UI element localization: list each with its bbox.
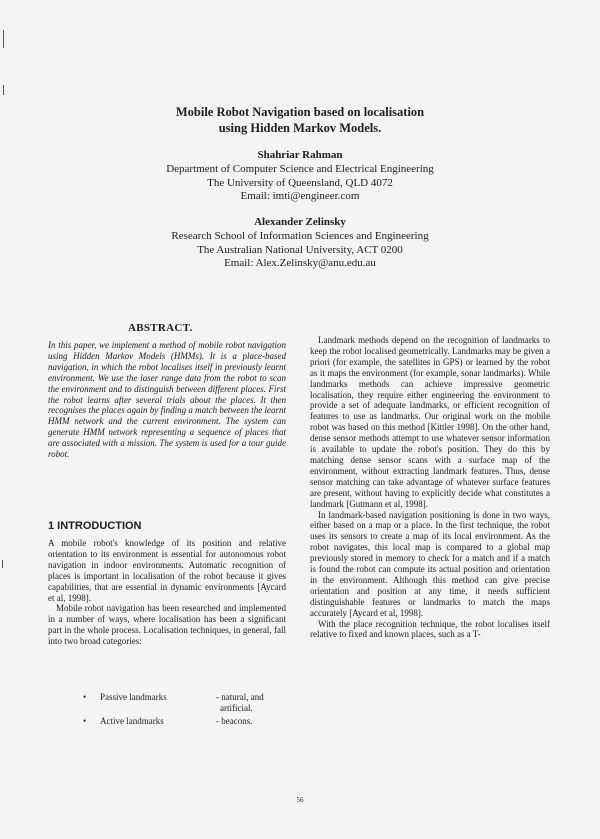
scan-mark — [3, 30, 4, 48]
abstract-heading: ABSTRACT. — [128, 322, 193, 334]
author2-univ: The Australian National University, ACT 0200 — [197, 244, 403, 256]
author2-email: Email: Alex.Zelinsky@anu.edu.au — [224, 257, 376, 269]
bullet-icon: • — [83, 692, 87, 702]
right-paragraph-1: Landmark methods depend on the recognition of landmarks to keep the robot localised geometrically. Landmarks may be given a priori (for example, the satellites in GPS) or learned by the robot as it maps the environment (for example, sonar landmarks). While landmarks methods can achieve impressive geometric localisation, they require either engineering the environment to provide a set of adequate landmarks, or efficient recognition of features to use as landmarks. Our original work on the mobile robot was based on this method [Kittler 1998]. On the other hand, dense sensor methods attempt to use whatever sensor information is available to update the robot's position. They do this by matching dense sensor scans with a surface map of the environment, without extracting landmark features. Thus, dense sensor matching can take advantage of whatever surface features are present, without having to explicitly decide what constitutes a landmark [Gutmann et al, 1998]. — [310, 335, 550, 509]
list-item-desc-cont: artificial. — [220, 703, 253, 713]
list-item-label: Passive landmarks — [100, 692, 167, 702]
list-item-label: Active landmarks — [100, 716, 164, 726]
intro-paragraph-1: A mobile robot's knowledge of its position and relative orientation to its environment is essential for autonomous robot navigation in indoor environments. Automatic recognition of places is important in localisation of the robot because it gives capabilities, that are essential in dynamic environments [Aycard et al, 1998]. — [48, 538, 286, 603]
list-item-desc: - natural, and — [216, 692, 264, 702]
author2-dept: Research School of Information Sciences and Engineering — [171, 230, 429, 242]
author1-dept: Department of Computer Science and Electrical Engineering — [166, 163, 434, 175]
introduction-body — [48, 538, 286, 647]
author1-univ: The University of Queensland, QLD 4072 — [207, 177, 393, 189]
paper-title-line-1: Mobile Robot Navigation based on localisation — [175, 105, 425, 119]
right-paragraph-3: With the place recognition technique, the robot localises itself relative to fixed and known places, such as a T- — [310, 618, 550, 640]
author1-email: Email: imti@engineer.com — [240, 190, 360, 202]
author1-name: Shahriar Rahman — [257, 149, 343, 161]
right-column-body — [310, 335, 550, 640]
section-heading-introduction: 1 INTRODUCTION — [48, 520, 142, 532]
list-item-desc: - beacons. — [216, 716, 253, 726]
scan-mark — [2, 560, 3, 568]
right-paragraph-2: In landmark-based navigation positioning is done in two ways, either based on a map or a place. In the first technique, the robot uses its sensors to create a map of its local environment. As the robot navigates, this local map is compared to a global map previously stored in memory to check for a match and if a match is found the robot can compute its actual position and orientation in the environment. Although this method can give precise orientation and position at any time, it needs sufficient distinguishable features or landmarks to match the maps accurately [Aycard et al, 1998]. — [310, 509, 550, 618]
paper-title-line-2: using Hidden Markov Models. — [218, 121, 382, 135]
scan-mark — [3, 85, 4, 95]
author2-name: Alexander Zelinsky — [254, 216, 346, 228]
abstract-text: In this paper, we implement a method of mobile robot navigation using Hidden Markov Models (HMMs). It is a place-based navigation, in which the robot localises itself in previously learnt environment. We use the laser range data from the robot to scan the environment and to distinguish between different places. First the robot learns after several trials about the places. It then recognises the places again by finding a match between the learnt HMM network and the current environment. The system can generate HMM network representing a sequence of places that are associated with a mission. The system is used for a tour guide robot. — [48, 340, 286, 460]
page-number: 56 — [296, 796, 304, 804]
bullet-icon: • — [83, 716, 87, 726]
intro-paragraph-2: Mobile robot navigation has been researched and implemented in a number of ways, where localisation has been a significant part in the whole process. Localisation techniques, in general, fall into two broad categories: — [48, 603, 286, 647]
